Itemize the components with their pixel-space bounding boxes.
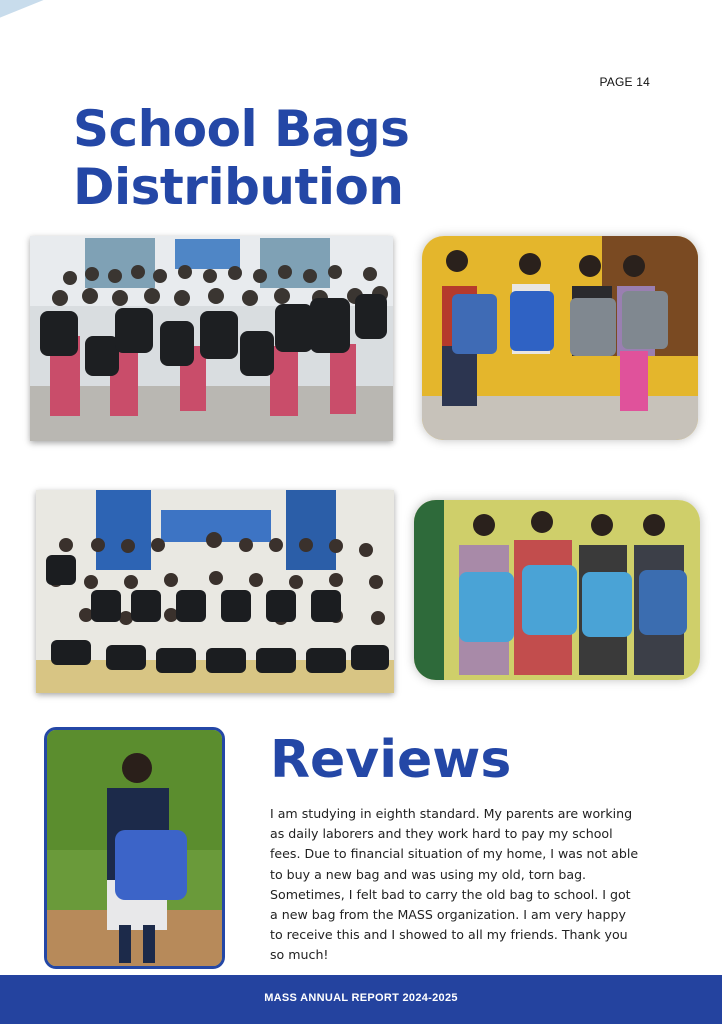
four-girls-holding-bags (414, 500, 700, 680)
footer-bar: MASS ANNUAL REPORT 2024-2025 (0, 975, 722, 1024)
page-title-line-1: School Bags (73, 100, 410, 158)
reviews-heading: Reviews (270, 730, 512, 790)
review-text: I am studying in eighth standard. My parents are working as daily laborers and they work hard to pay my school fees. Due to financial situation of my home, I was not able to buy a new bag and was using my old, torn bag. Sometimes, I felt bad to carry the old bag to school. I got a new bag from the MASS organization. I am very happy to receive this and I showed to all my friends. Thank you so much! (270, 806, 639, 963)
page-title (73, 100, 409, 216)
group-photo-hall-banner (30, 236, 393, 441)
corner-decoration (0, 0, 140, 27)
page-number: PAGE 14 (599, 75, 650, 89)
page-title-line-2: Distribution (73, 158, 404, 216)
four-children-yellow-wall (422, 236, 698, 440)
group-photo-seated-bags (36, 490, 394, 693)
student-portrait-with-bag (44, 727, 225, 969)
